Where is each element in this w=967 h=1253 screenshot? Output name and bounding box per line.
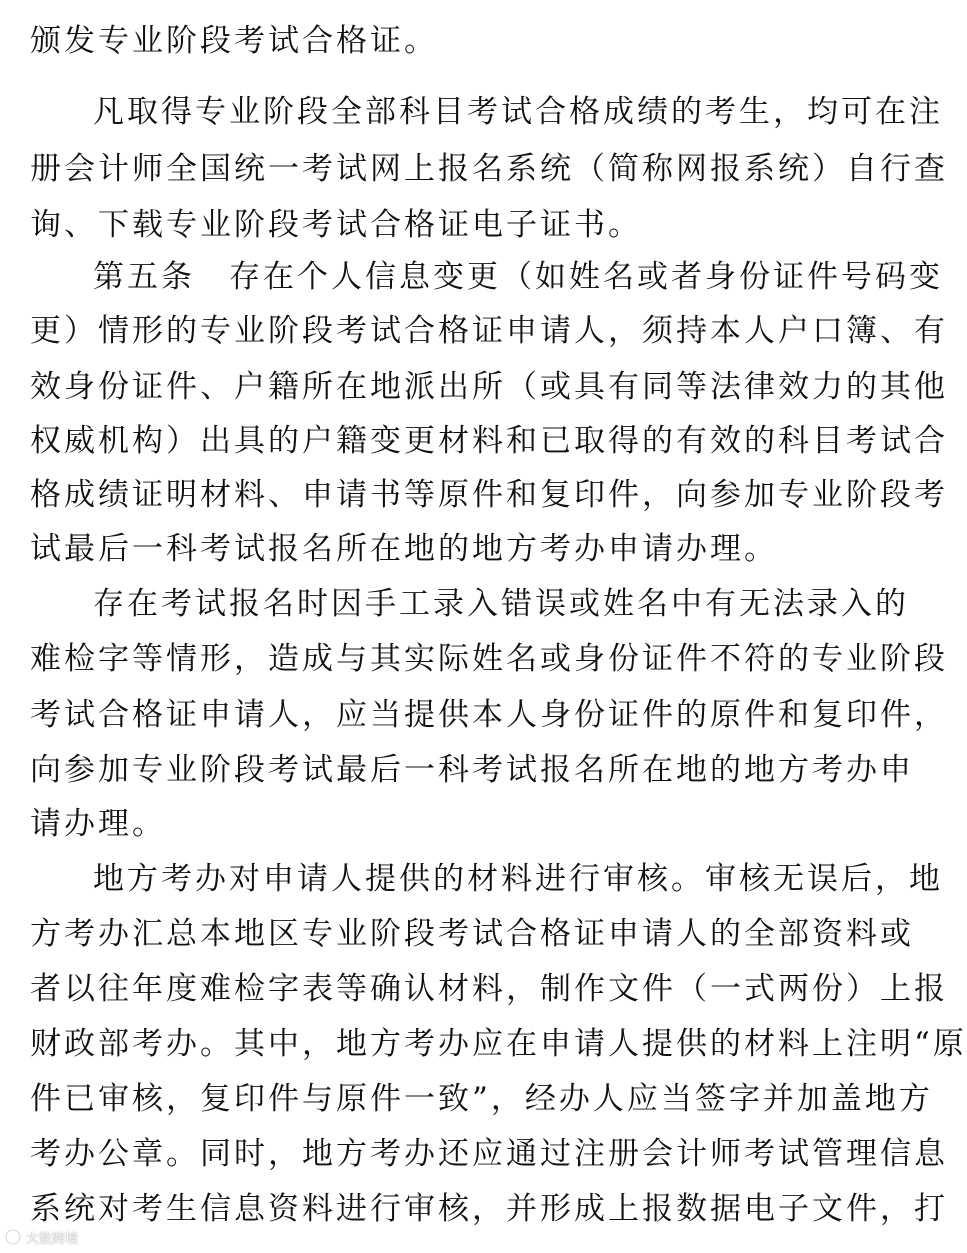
text-line: 请办理。 [30, 806, 166, 842]
text-line: 考试合格证申请人，应当提供本人身份证件的原件和复印件， [30, 697, 948, 733]
text-line: 者以往年度难检字表等确认材料，制作文件（一式两份）上报 [30, 971, 948, 1007]
text-line: 颁发专业阶段考试合格证。 [30, 23, 438, 59]
text-line: 财政部考办。其中，地方考办应在申请人提供的材料上注明“原 [30, 1026, 967, 1062]
text-line: 存在考试报名时因手工录入错误或姓名中有无法录入的 [93, 586, 909, 622]
text-line: 效身份证件、户籍所在地派出所（或具有同等法律效力的其他 [30, 369, 948, 405]
text-line: 凡取得专业阶段全部科目考试合格成绩的考生，均可在注 [93, 94, 943, 130]
watermark [4, 1225, 78, 1249]
text-line: 地方考办对申请人提供的材料进行审核。审核无误后，地 [93, 861, 943, 897]
text-line: 第五条 存在个人信息变更（如姓名或者身份证件号码变 [93, 259, 943, 295]
text-line: 向参加专业阶段考试最后一科考试报名所在地的地方考办申 [30, 752, 914, 788]
text-line: 册会计师全国统一考试网上报名系统（简称网报系统）自行查 [30, 151, 948, 187]
text-line: 试最后一科考试报名所在地的地方考办申请办理。 [30, 531, 778, 567]
logo-icon [4, 1228, 22, 1246]
text-line: 件已审核，复印件与原件一致”，经办人应当签字并加盖地方 [30, 1081, 933, 1117]
text-line: 权威机构）出具的户籍变更材料和已取得的有效的科目考试合 [30, 423, 948, 459]
watermark-text: 大数跨境 [26, 1231, 79, 1247]
text-line: 询、下载专业阶段考试合格证电子证书。 [30, 207, 642, 243]
text-line: 难检字等情形，造成与其实际姓名或身份证件不符的专业阶段 [30, 641, 948, 677]
text-line: 格成绩证明材料、申请书等原件和复印件，向参加专业阶段考 [30, 477, 948, 513]
text-line: 更）情形的专业阶段考试合格证申请人，须持本人户口簿、有 [30, 313, 948, 349]
text-line: 系统对考生信息资料进行审核，并形成上报数据电子文件，打 [30, 1191, 948, 1227]
text-line: 方考办汇总本地区专业阶段考试合格证申请人的全部资料或 [30, 916, 914, 952]
text-line: 考办公章。同时，地方考办还应通过注册会计师考试管理信息 [30, 1136, 948, 1172]
